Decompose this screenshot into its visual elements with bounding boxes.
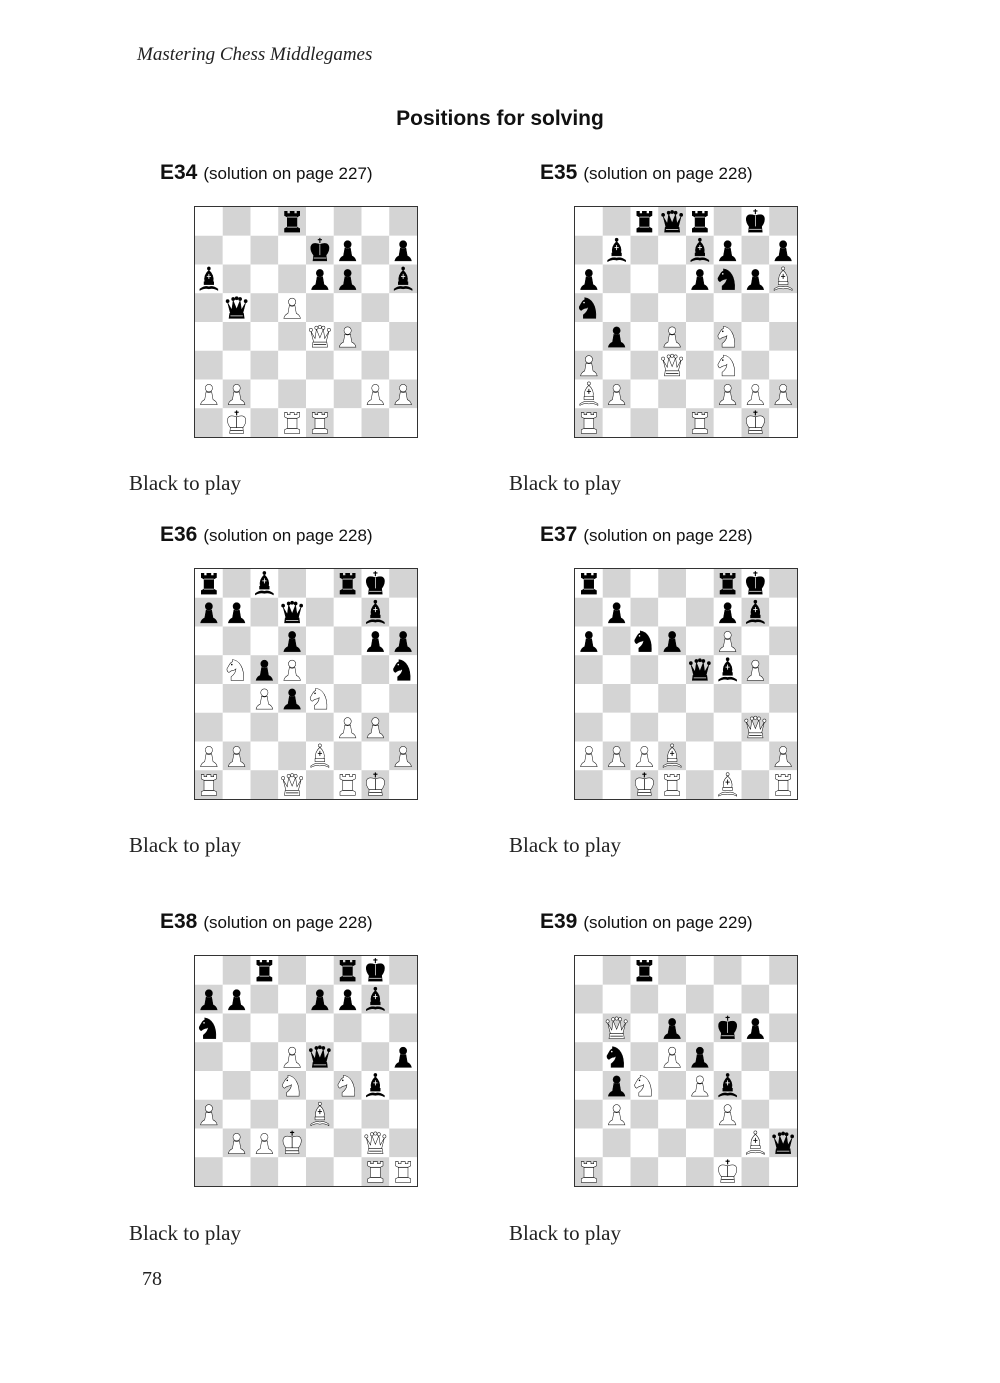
board-square [251,1042,279,1071]
board-square [278,956,306,985]
solution-reference: (solution on page 228) [203,526,373,545]
board-square [631,236,659,265]
board-square [334,1042,362,1071]
board-square [334,1014,362,1043]
board-square [742,1100,770,1129]
board-square [306,598,334,627]
chess-board-e36 [194,568,418,800]
board-square [362,322,390,351]
board-square [631,985,659,1014]
board-square [306,1157,334,1186]
board-square [742,351,770,380]
board-square [223,1100,251,1129]
board-square [603,207,631,236]
board-square [251,742,279,771]
board-square [362,1100,390,1129]
board-square [603,627,631,656]
board-square [686,569,714,598]
side-to-move-caption: Black to play [129,833,241,857]
board-square [278,713,306,742]
side-to-move-caption: Black to play [129,1221,241,1245]
board-square [306,207,334,236]
board-square [223,1157,251,1186]
board-square [223,265,251,294]
board-square [195,236,223,265]
board-square [195,1042,223,1071]
board-square [714,684,742,713]
board-square [362,684,390,713]
solution-reference: (solution on page 228) [583,164,753,183]
board-square [742,684,770,713]
board-square [769,1042,797,1071]
board-square [631,1042,659,1071]
board-square [195,627,223,656]
position-heading-e37 [540,523,753,547]
board-square [769,1157,797,1186]
board-square [686,770,714,799]
board-square [714,985,742,1014]
board-square [251,713,279,742]
board-square [575,1071,603,1100]
board-square [362,408,390,437]
board-square [251,408,279,437]
board-square [742,322,770,351]
board-square [278,569,306,598]
board-square [658,985,686,1014]
side-to-move-caption: Black to play [509,833,621,857]
board-square [223,236,251,265]
board-square [306,293,334,322]
board-square [714,207,742,236]
board-square [334,1157,362,1186]
position-code: E35 [540,161,578,184]
board-square [306,351,334,380]
board-square [575,236,603,265]
board-square [306,1129,334,1158]
board-square [251,1100,279,1129]
board-square [195,322,223,351]
board-square [769,1014,797,1043]
board-square [251,293,279,322]
board-square [362,1014,390,1043]
board-square [686,380,714,409]
board-square [575,1129,603,1158]
board-square [686,1129,714,1158]
position-heading-e34 [160,161,373,185]
board-square [575,1100,603,1129]
board-square [223,569,251,598]
side-to-move-caption: Black to play [129,471,241,495]
board-square [389,1129,417,1158]
board-square [575,655,603,684]
board-square [575,207,603,236]
board-square [742,236,770,265]
board-square [223,770,251,799]
board-square [223,627,251,656]
board-square [334,380,362,409]
board-square [306,380,334,409]
board-square [631,1129,659,1158]
board-square [334,207,362,236]
board-square [631,322,659,351]
board-square [389,770,417,799]
board-square [575,770,603,799]
board-square [251,1157,279,1186]
board-square [742,742,770,771]
board-square [195,408,223,437]
board-square [389,985,417,1014]
board-square [223,351,251,380]
board-square [686,742,714,771]
board-square [575,985,603,1014]
board-square [251,598,279,627]
board-square [631,713,659,742]
board-square [603,655,631,684]
board-square [686,956,714,985]
chess-board-e34 [194,206,418,438]
board-square [251,985,279,1014]
board-square [278,1100,306,1129]
board-square [195,956,223,985]
board-square [603,265,631,294]
side-to-move-caption: Black to play [509,1221,621,1245]
board-svg [195,956,417,1186]
board-square [714,742,742,771]
board-square [603,770,631,799]
board-square [251,627,279,656]
board-square [334,1100,362,1129]
board-square [658,293,686,322]
board-square [223,684,251,713]
board-square [686,684,714,713]
board-square [362,742,390,771]
board-square [306,627,334,656]
board-square [334,1129,362,1158]
board-square [278,985,306,1014]
board-square [223,713,251,742]
board-square [223,1071,251,1100]
board-square [306,1014,334,1043]
solution-reference: (solution on page 227) [203,164,373,183]
board-square [362,293,390,322]
board-square [686,985,714,1014]
board-square [223,207,251,236]
board-square [306,655,334,684]
board-square [362,351,390,380]
board-square [742,293,770,322]
running-head: Mastering Chess Middlegames [137,44,373,65]
board-square [769,627,797,656]
board-square [714,1129,742,1158]
board-square [362,1042,390,1071]
board-square [575,1042,603,1071]
board-square [603,1129,631,1158]
board-square [742,956,770,985]
board-square [251,207,279,236]
board-square [575,322,603,351]
board-square [195,713,223,742]
board-square [389,207,417,236]
board-square [362,207,390,236]
chess-board-e38 [194,955,418,1187]
board-square [362,655,390,684]
chess-board-e35 [574,206,798,438]
board-square [575,956,603,985]
board-square [686,1100,714,1129]
board-square [686,598,714,627]
position-heading-e35 [540,161,753,185]
board-square [631,265,659,294]
board-square [769,713,797,742]
board-square [278,322,306,351]
board-square [742,1071,770,1100]
board-square [389,569,417,598]
board-square [769,408,797,437]
position-heading-e38 [160,910,373,934]
board-square [334,742,362,771]
board-square [278,236,306,265]
board-square [195,655,223,684]
solution-reference: (solution on page 228) [583,526,753,545]
board-square [631,598,659,627]
board-square [195,684,223,713]
board-square [631,684,659,713]
board-square [575,1014,603,1043]
board-square [603,408,631,437]
board-square [658,1100,686,1129]
board-square [631,408,659,437]
board-square [334,684,362,713]
board-square [603,956,631,985]
board-square [306,1071,334,1100]
board-square [306,956,334,985]
board-square [362,236,390,265]
board-square [686,322,714,351]
board-square [769,207,797,236]
board-square [686,293,714,322]
board-square [603,684,631,713]
board-square [658,713,686,742]
side-to-move-caption: Black to play [509,471,621,495]
board-square [389,1071,417,1100]
position-code: E38 [160,910,198,933]
board-square [278,380,306,409]
board-square [251,1071,279,1100]
board-square [195,1071,223,1100]
board-square [306,713,334,742]
board-square [389,293,417,322]
board-square [251,351,279,380]
board-square [362,265,390,294]
board-square [389,598,417,627]
board-square [631,380,659,409]
board-square [334,408,362,437]
board-square [742,627,770,656]
board-square [658,1071,686,1100]
board-square [223,1014,251,1043]
board-square [603,985,631,1014]
solution-reference: (solution on page 229) [583,913,753,932]
board-square [631,1100,659,1129]
board-square [195,207,223,236]
board-square [686,627,714,656]
board-square [714,408,742,437]
board-square [658,236,686,265]
board-square [251,380,279,409]
board-square [658,1157,686,1186]
board-square [278,1014,306,1043]
board-square [769,598,797,627]
board-square [306,569,334,598]
board-square [742,1042,770,1071]
board-square [769,569,797,598]
board-square [603,713,631,742]
board-square [769,293,797,322]
board-square [658,684,686,713]
board-square [334,655,362,684]
board-square [195,1157,223,1186]
board-square [658,380,686,409]
board-square [195,293,223,322]
board-square [714,956,742,985]
board-svg [195,207,417,437]
board-square [223,1042,251,1071]
board-square [742,1157,770,1186]
board-square [603,293,631,322]
board-square [603,569,631,598]
board-square [714,293,742,322]
position-heading-e36 [160,523,373,547]
board-square [769,956,797,985]
chess-board-e39 [574,955,798,1187]
board-square [658,1129,686,1158]
board-square [658,569,686,598]
board-square [195,1129,223,1158]
board-square [195,351,223,380]
board-square [389,351,417,380]
board-square [251,236,279,265]
board-square [603,351,631,380]
board-square [389,684,417,713]
board-square [389,956,417,985]
board-square [742,985,770,1014]
solution-reference: (solution on page 228) [203,913,373,932]
board-square [769,985,797,1014]
board-square [251,770,279,799]
board-square [389,1014,417,1043]
board-square [742,770,770,799]
board-svg [575,569,797,799]
board-square [686,713,714,742]
board-square [251,265,279,294]
board-square [658,598,686,627]
board-square [631,1157,659,1186]
board-square [223,956,251,985]
board-square [278,265,306,294]
board-square [686,1014,714,1043]
board-square [575,684,603,713]
board-square [631,351,659,380]
board-square [658,265,686,294]
chess-board-e37 [574,568,798,800]
position-code: E37 [540,523,578,546]
board-square [278,1157,306,1186]
board-square [631,569,659,598]
board-square [631,1014,659,1043]
board-svg [575,207,797,437]
position-code: E34 [160,161,198,184]
board-square [278,351,306,380]
board-svg [195,569,417,799]
board-square [223,322,251,351]
board-square [769,322,797,351]
board-square [631,655,659,684]
board-square [334,627,362,656]
board-square [769,351,797,380]
board-square [389,713,417,742]
board-square [334,351,362,380]
section-title: Positions for solving [396,107,604,130]
board-square [658,408,686,437]
position-code: E36 [160,523,198,546]
board-square [389,322,417,351]
board-square [714,1042,742,1071]
board-square [389,1100,417,1129]
position-heading-e39 [540,910,753,934]
position-code: E39 [540,910,578,933]
board-square [251,1014,279,1043]
board-square [686,1157,714,1186]
board-square [631,293,659,322]
board-square [575,598,603,627]
board-square [278,742,306,771]
board-square [334,598,362,627]
board-square [251,322,279,351]
board-svg [575,956,797,1186]
board-square [658,956,686,985]
board-square [769,655,797,684]
board-square [714,713,742,742]
board-square [334,293,362,322]
board-square [686,351,714,380]
board-square [769,684,797,713]
board-square [389,408,417,437]
page-number: 78 [142,1268,162,1290]
board-square [575,713,603,742]
board-square [769,1100,797,1129]
board-square [658,655,686,684]
board-square [603,1157,631,1186]
board-square [306,770,334,799]
board-square [769,1071,797,1100]
